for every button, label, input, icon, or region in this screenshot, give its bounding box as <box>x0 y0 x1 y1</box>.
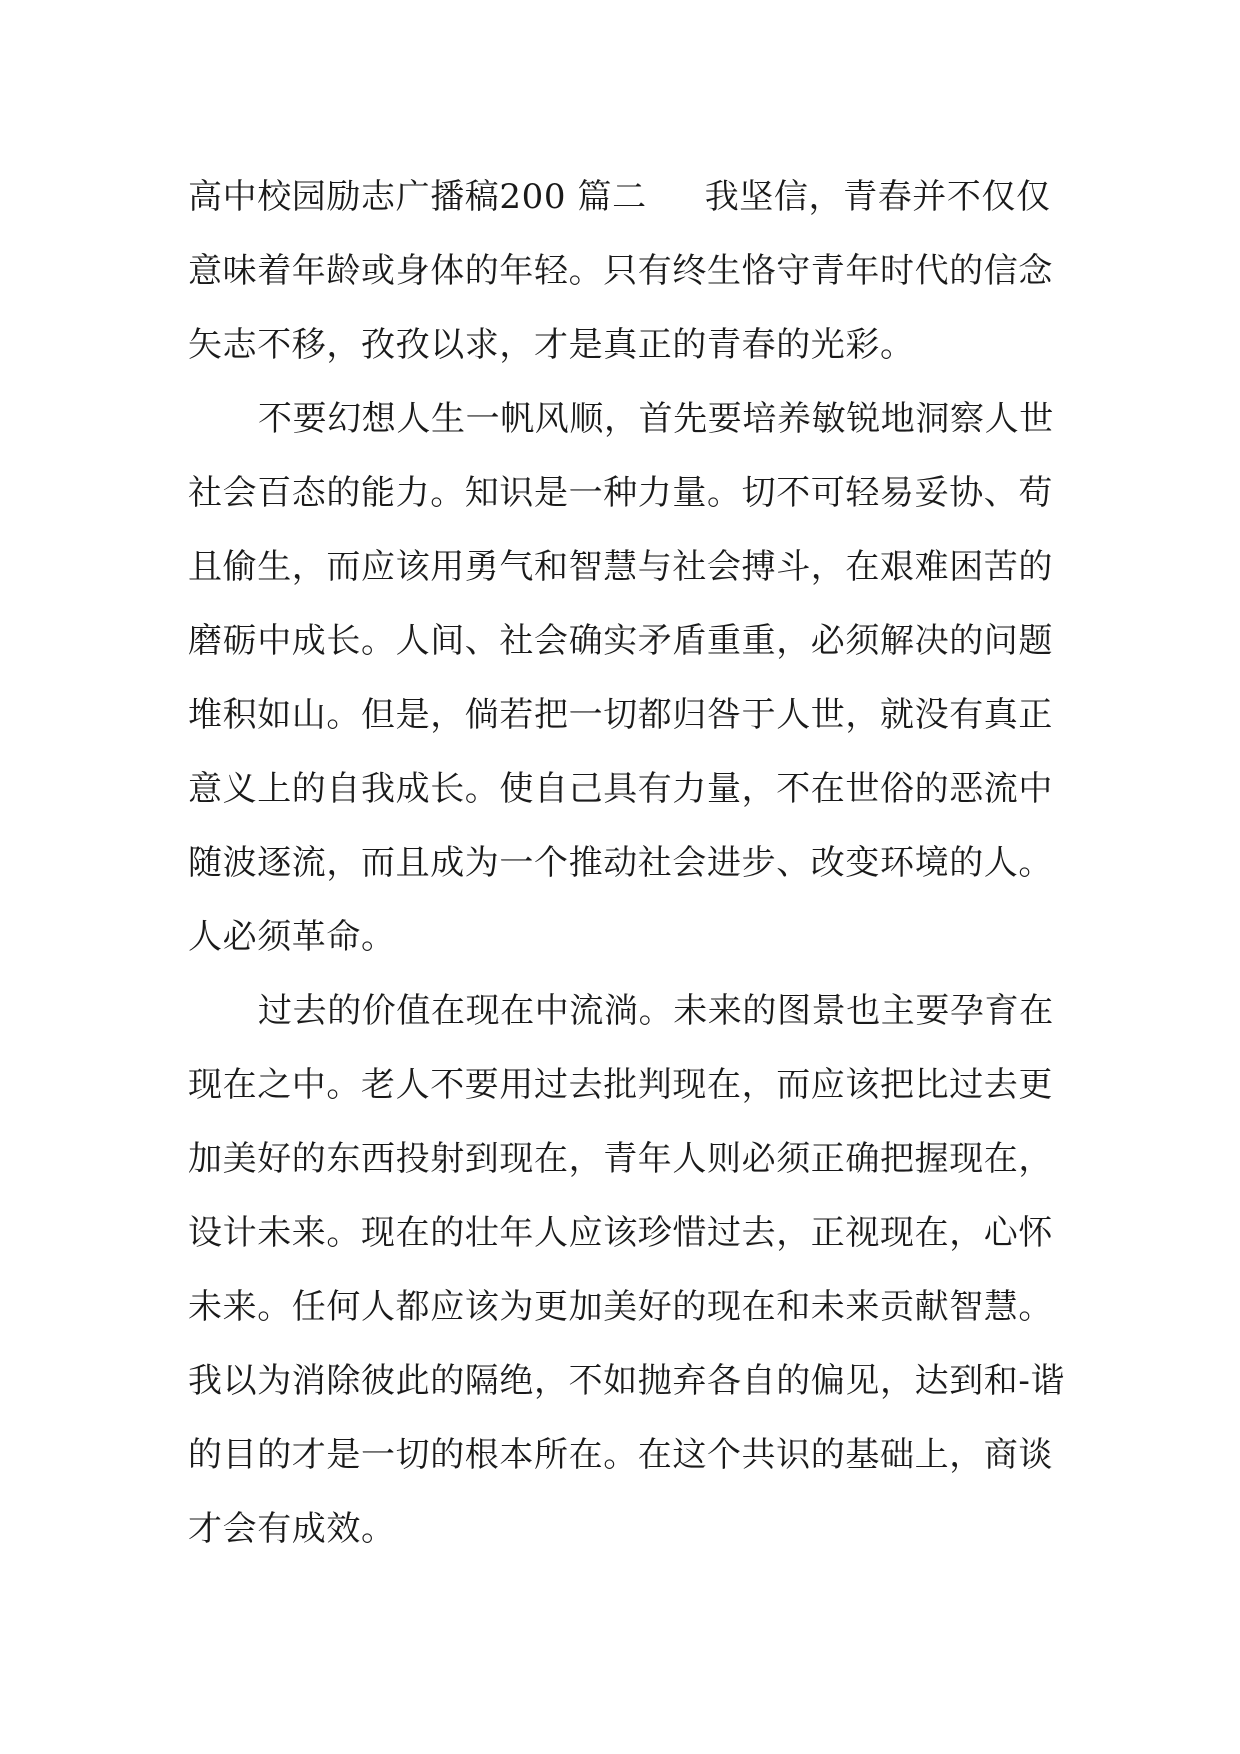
paragraph-3-line-2: 现在之中。老人不要用过去批判现在，而应该把比过去更 <box>188 1065 1053 1105</box>
paragraph-2-line-4: 磨砺中成长。人间、社会确实矛盾重重，必须解决的问题 <box>188 621 1053 661</box>
paragraph-1-text-1: 我坚信，青春并不仅仅 <box>704 177 1051 217</box>
paragraph-1-line-1 <box>188 160 1060 234</box>
paragraph-1-line-3: 矢志不移，孜孜以求，才是真正的青春的光彩。 <box>188 325 915 365</box>
document-heading: 高中校园励志广播稿200 篇二 <box>188 177 647 217</box>
paragraph-3-line-4: 设计未来。现在的壮年人应该珍惜过去，正视现在，心怀 <box>188 1213 1053 1253</box>
paragraph-2-line-7: 随波逐流，而且成为一个推动社会进步、改变环境的人。 <box>188 843 1053 883</box>
paragraph-2-line-6: 意义上的自我成长。使自己具有力量，不在世俗的恶流中 <box>188 769 1053 809</box>
paragraph-3-line-3: 加美好的东西投射到现在，青年人则必须正确把握现在， <box>188 1139 1053 1179</box>
paragraph-3-line-5: 未来。任何人都应该为更加美好的现在和未来贡献智慧。 <box>188 1287 1053 1327</box>
paragraph-2-line-8: 人必须革命。 <box>188 917 396 957</box>
paragraph-1-line-2: 意味着年龄或身体的年轻。只有终生恪守青年时代的信念 <box>188 251 1053 291</box>
paragraph-2-line-1: 不要幻想人生一帆风顺，首先要培养敏锐地洞察人世 <box>258 399 1054 439</box>
paragraph-3-line-6: 我以为消除彼此的隔绝，不如抛弃各自的偏见，达到和-谐 <box>188 1361 1066 1401</box>
paragraph-3-line-7: 的目的才是一切的根本所在。在这个共识的基础上，商谈 <box>188 1435 1053 1475</box>
paragraph-3-line-1: 过去的价值在现在中流淌。未来的图景也主要孕育在 <box>258 991 1054 1031</box>
paragraph-3-line-8: 才会有成效。 <box>188 1509 396 1549</box>
paragraph-2-line-3: 且偷生，而应该用勇气和智慧与社会搏斗，在艰难困苦的 <box>188 547 1053 587</box>
paragraph-2-line-2: 社会百态的能力。知识是一种力量。切不可轻易妥协、苟 <box>188 473 1053 513</box>
document-body <box>188 160 1066 1566</box>
paragraph-2-line-5: 堆积如山。但是，倘若把一切都归咎于人世，就没有真正 <box>188 695 1053 735</box>
